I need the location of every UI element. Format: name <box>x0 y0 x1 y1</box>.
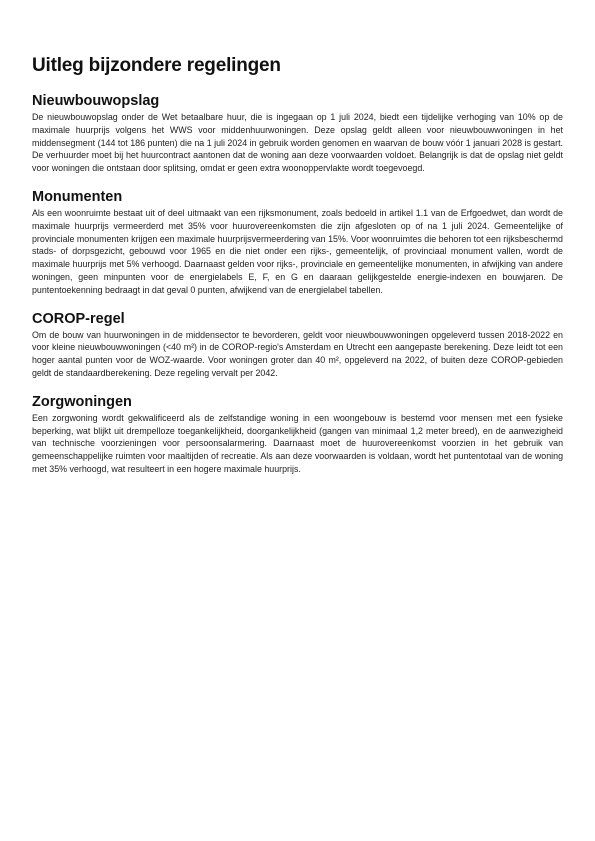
section-heading: Nieuwbouwopslag <box>32 93 160 109</box>
section-body: Als een woonruimte bestaat uit of deel uitmaakt van een rijksmonument, zoals bedoeld in artikel 1.1 van de Erfgoedwet, dan wordt de maximale huurprijs vermeerderd met 35% voor huurovereenkomsten die zijn afgesloten op of na 1 juli 2024. Gemeentelijke of provinciale monumenten krijgen een maximale huurprijsvermeerdering van 15%. Voor woonruimtes die behoren tot een rijksbeschermd stads- of dorpsgezicht, gebouwd voor 1965 en die niet onder een rijks-, gemeentelijk, of provinciaal monument vallen, wordt de maximale huurprijs met 5% verhoogd. Daarnaast gelden voor rijks-, provinciale en gemeentelijke monumenten, in afwijking van andere woningen, geen minpunten voor de energielabels E, F, en G en daaraan gelijkgestelde energie-indexen en bouwjaren. De puntentoekenning bedraagt in dat geval 0 punten, afwijkend van de energielabel tabellen. <box>32 207 563 295</box>
section-heading: COROP-regel <box>32 310 125 327</box>
section-heading: Zorgwoningen <box>32 393 132 410</box>
document-page <box>32 55 563 490</box>
section-body: Een zorgwoning wordt gekwalificeerd als de zelfstandige woning in een woongebouw is bestemd voor mensen met een fysieke beperking, wat blijkt uit drempelloze toegankelijkheid, doorgankelijkheid (gangen van minimaal 1,2 meter breed), en de aanwezigheid van technische voorzieningen voor persoonsalarmering. Daarnaast moet de huurovereenkomst voorzien in het gebruik van gemeenschappelijke ruimten voor maaltijden of recreatie. Als aan deze voorwaarden is voldaan, wordt het puntentotaal van de woning met 35% verhoogd, wat resulteert in een hogere maximale huurprijs. <box>32 412 563 474</box>
section-heading: Monumenten <box>32 188 123 205</box>
section-body: Om de bouw van huurwoningen in de middensector te bevorderen, geldt voor nieuwbouwwoningen opgeleverd tussen 2018-2022 en voor kleine nieuwbouwwoningen (<40 m²) in de COROP-regio's Amsterdam en Utrecht een aangepaste berekening. Deze leidt tot een hoger aantal punten voor de WOZ-waarde. Voor woningen groter dan 40 m², opgeleverd na 2022, of buiten deze COROP-gebieden geldt de standaardberekening. Deze regeling vervalt per 2042. <box>32 329 563 378</box>
section-nieuwbouwopslag <box>32 93 563 175</box>
section-zorgwoningen <box>32 394 563 476</box>
section-monumenten <box>32 189 563 297</box>
section-corop-regel <box>32 311 563 380</box>
section-body: De nieuwbouwopslag onder de Wet betaalbare huur, die is ingegaan op 1 juli 2024, biedt een tijdelijke verhoging van 10% op de maximale huurprijs volgens het WWS voor middenhuurwoningen. Deze opslag geldt alleen voor nieuwbouwwoningen in het middensegment (144 tot 186 punten) die na 1 juli 2024 in gebruik worden genomen en waarvan de bouw vóór 1 januari 2028 is gestart. De verhuurder moet bij het huurcontract aantonen dat de woning aan deze voorwaarden voldoet. Belangrijk is dat de opslag niet geldt voor woningen die ontstaan door splitsing, omdat er geen extra woonoppervlakte wordt toegevoegd. <box>32 112 563 174</box>
page-title: Uitleg bijzondere regelingen <box>32 55 281 76</box>
